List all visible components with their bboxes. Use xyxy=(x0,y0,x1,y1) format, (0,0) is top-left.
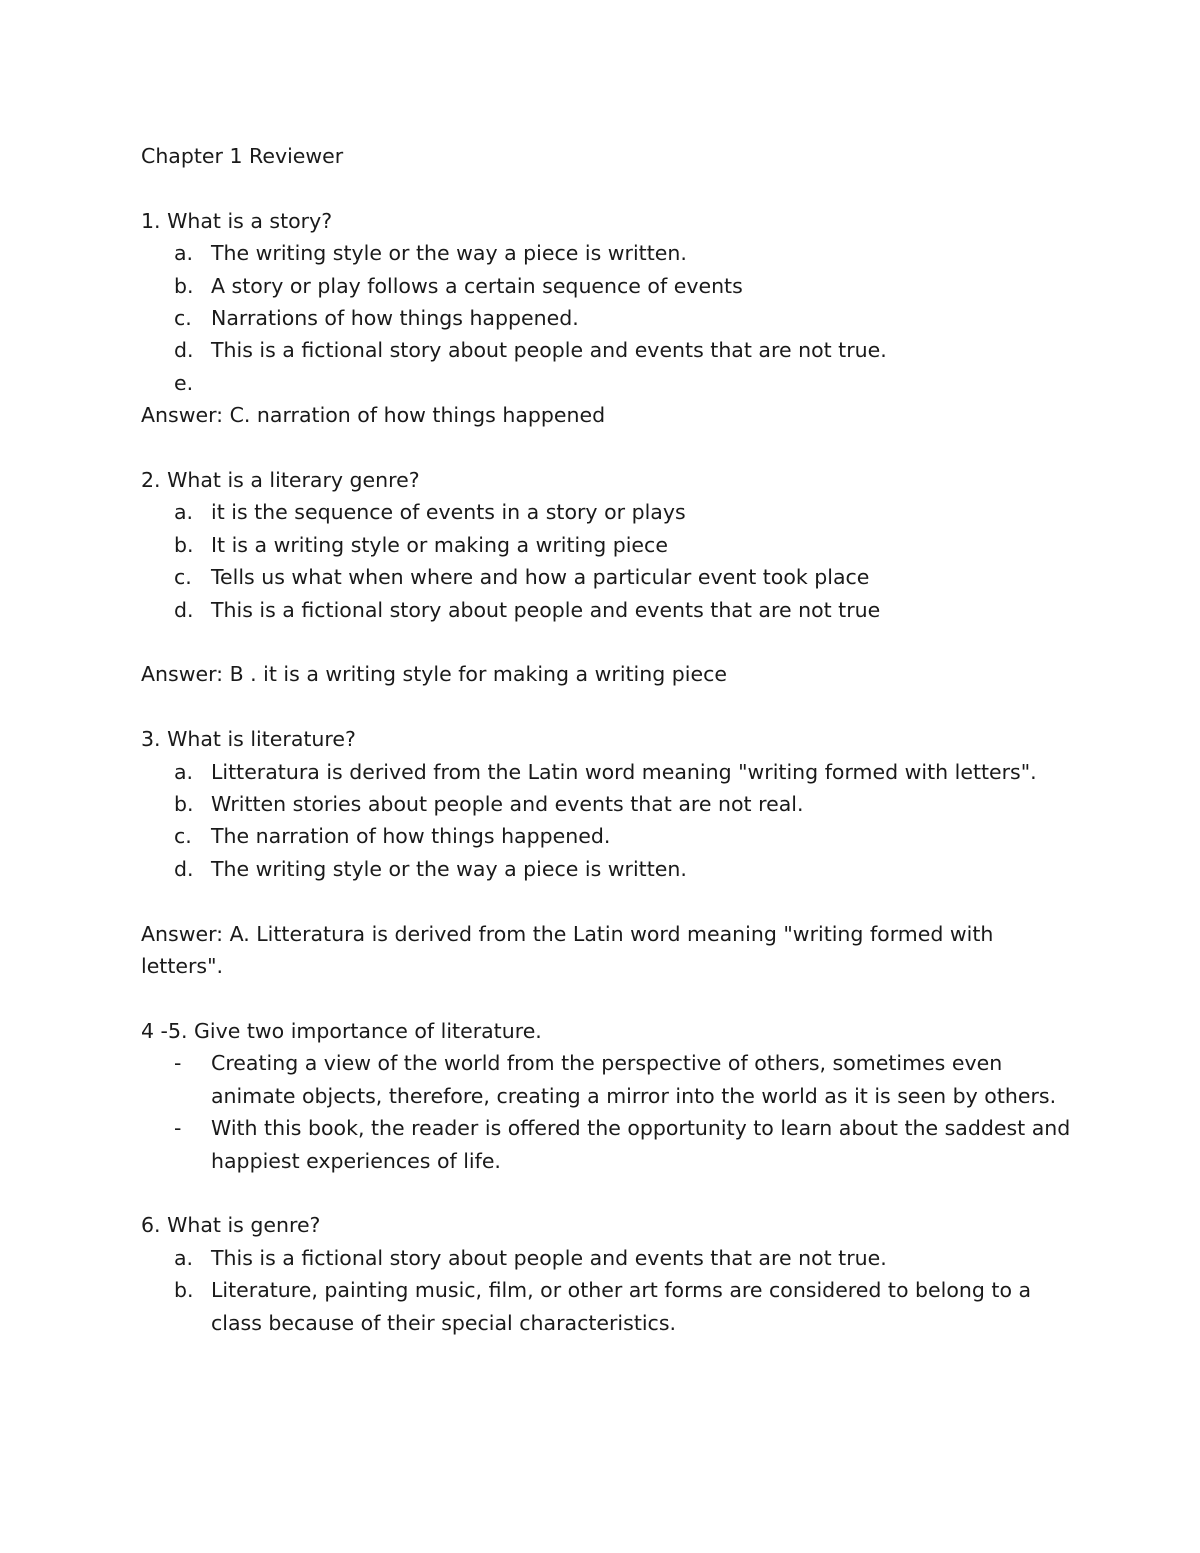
option-text: It is a writing style or making a writing piece xyxy=(211,532,668,557)
option-marker: a. xyxy=(174,500,194,525)
q6-option-b xyxy=(141,1274,1071,1339)
option-marker: d. xyxy=(174,338,194,363)
bullet-marker: - xyxy=(174,1116,182,1141)
bullet-marker: - xyxy=(174,1051,182,1076)
q1-option-b xyxy=(141,270,1071,302)
q3-option-a xyxy=(141,756,1071,788)
spacer xyxy=(141,982,1071,1014)
option-text: The writing style or the way a piece is written. xyxy=(211,856,687,881)
q2-option-b xyxy=(141,529,1071,561)
option-text: Tells us what when where and how a particular event took place xyxy=(211,565,870,590)
option-marker: c. xyxy=(174,824,192,849)
q2-option-a xyxy=(141,496,1071,528)
option-text: Litteratura is derived from the Latin word meaning "writing formed with letters". xyxy=(211,759,1037,784)
option-marker: c. xyxy=(174,306,192,331)
option-marker: d. xyxy=(174,856,194,881)
q3-option-c xyxy=(141,820,1071,852)
q1-option-d xyxy=(141,334,1071,366)
option-text: Written stories about people and events that are not real. xyxy=(211,792,804,817)
q2-option-d xyxy=(141,594,1071,626)
option-text: This is a fictional story about people and events that are not true. xyxy=(211,338,887,363)
option-text: A story or play follows a certain sequence of events xyxy=(211,273,743,298)
question-3: 3. What is literature? xyxy=(141,727,356,752)
spacer xyxy=(141,432,1071,464)
q45-bullet-2 xyxy=(141,1112,1071,1177)
q3-answer: Answer: A. Litteratura is derived from the Latin word meaning "writing formed with letters". xyxy=(141,921,1000,979)
option-marker: b. xyxy=(174,1278,194,1303)
option-marker: d. xyxy=(174,597,194,622)
option-marker: a. xyxy=(174,241,194,266)
option-marker: c. xyxy=(174,565,192,590)
option-marker: b. xyxy=(174,273,194,298)
option-marker: b. xyxy=(174,532,194,557)
option-marker: a. xyxy=(174,1245,194,1270)
spacer xyxy=(141,172,1071,204)
spacer xyxy=(141,1177,1071,1209)
question-2: 2. What is a literary genre? xyxy=(141,468,420,493)
q2-answer: Answer: B . it is a writing style for making a writing piece xyxy=(141,662,727,687)
q6-option-a xyxy=(141,1242,1071,1274)
option-text: This is a fictional story about people and events that are not true. xyxy=(211,1245,887,1270)
spacer xyxy=(141,885,1071,917)
option-text: Narrations of how things happened. xyxy=(211,306,579,331)
bullet-text: Creating a view of the world from the perspective of others, sometimes even animate objects, therefore, creating a mirror into the world as it is seen by others. xyxy=(211,1051,1057,1108)
option-text: This is a fictional story about people and events that are not true xyxy=(211,597,881,622)
option-marker: b. xyxy=(174,792,194,817)
q3-option-d xyxy=(141,853,1071,885)
question-6: 6. What is genre? xyxy=(141,1213,321,1238)
option-text xyxy=(211,371,218,395)
option-text: The writing style or the way a piece is written. xyxy=(211,241,687,266)
q1-answer: Answer: C. narration of how things happened xyxy=(141,403,606,428)
question-4-5: 4 -5. Give two importance of literature. xyxy=(141,1018,542,1043)
option-text: it is the sequence of events in a story or plays xyxy=(211,500,686,525)
q45-bullet-1 xyxy=(141,1047,1071,1112)
question-1: 1. What is a story? xyxy=(141,208,333,233)
option-marker: e. xyxy=(174,370,194,395)
option-text: The narration of how things happened. xyxy=(211,824,611,849)
q3-option-b xyxy=(141,788,1071,820)
spacer xyxy=(141,626,1071,658)
spacer xyxy=(141,691,1071,723)
document-page xyxy=(141,140,1071,1339)
q1-option-c xyxy=(141,302,1071,334)
option-text: Literature, painting music, film, or other art forms are considered to belong to a class because of their special characteristics. xyxy=(211,1278,1032,1335)
q2-option-c xyxy=(141,561,1071,593)
document-title: Chapter 1 Reviewer xyxy=(141,144,344,168)
bullet-text: With this book, the reader is offered the opportunity to learn about the saddest and happiest experiences of life. xyxy=(211,1116,1071,1173)
q1-option-a xyxy=(141,237,1071,269)
q1-option-e xyxy=(141,367,1071,399)
option-marker: a. xyxy=(174,759,194,784)
